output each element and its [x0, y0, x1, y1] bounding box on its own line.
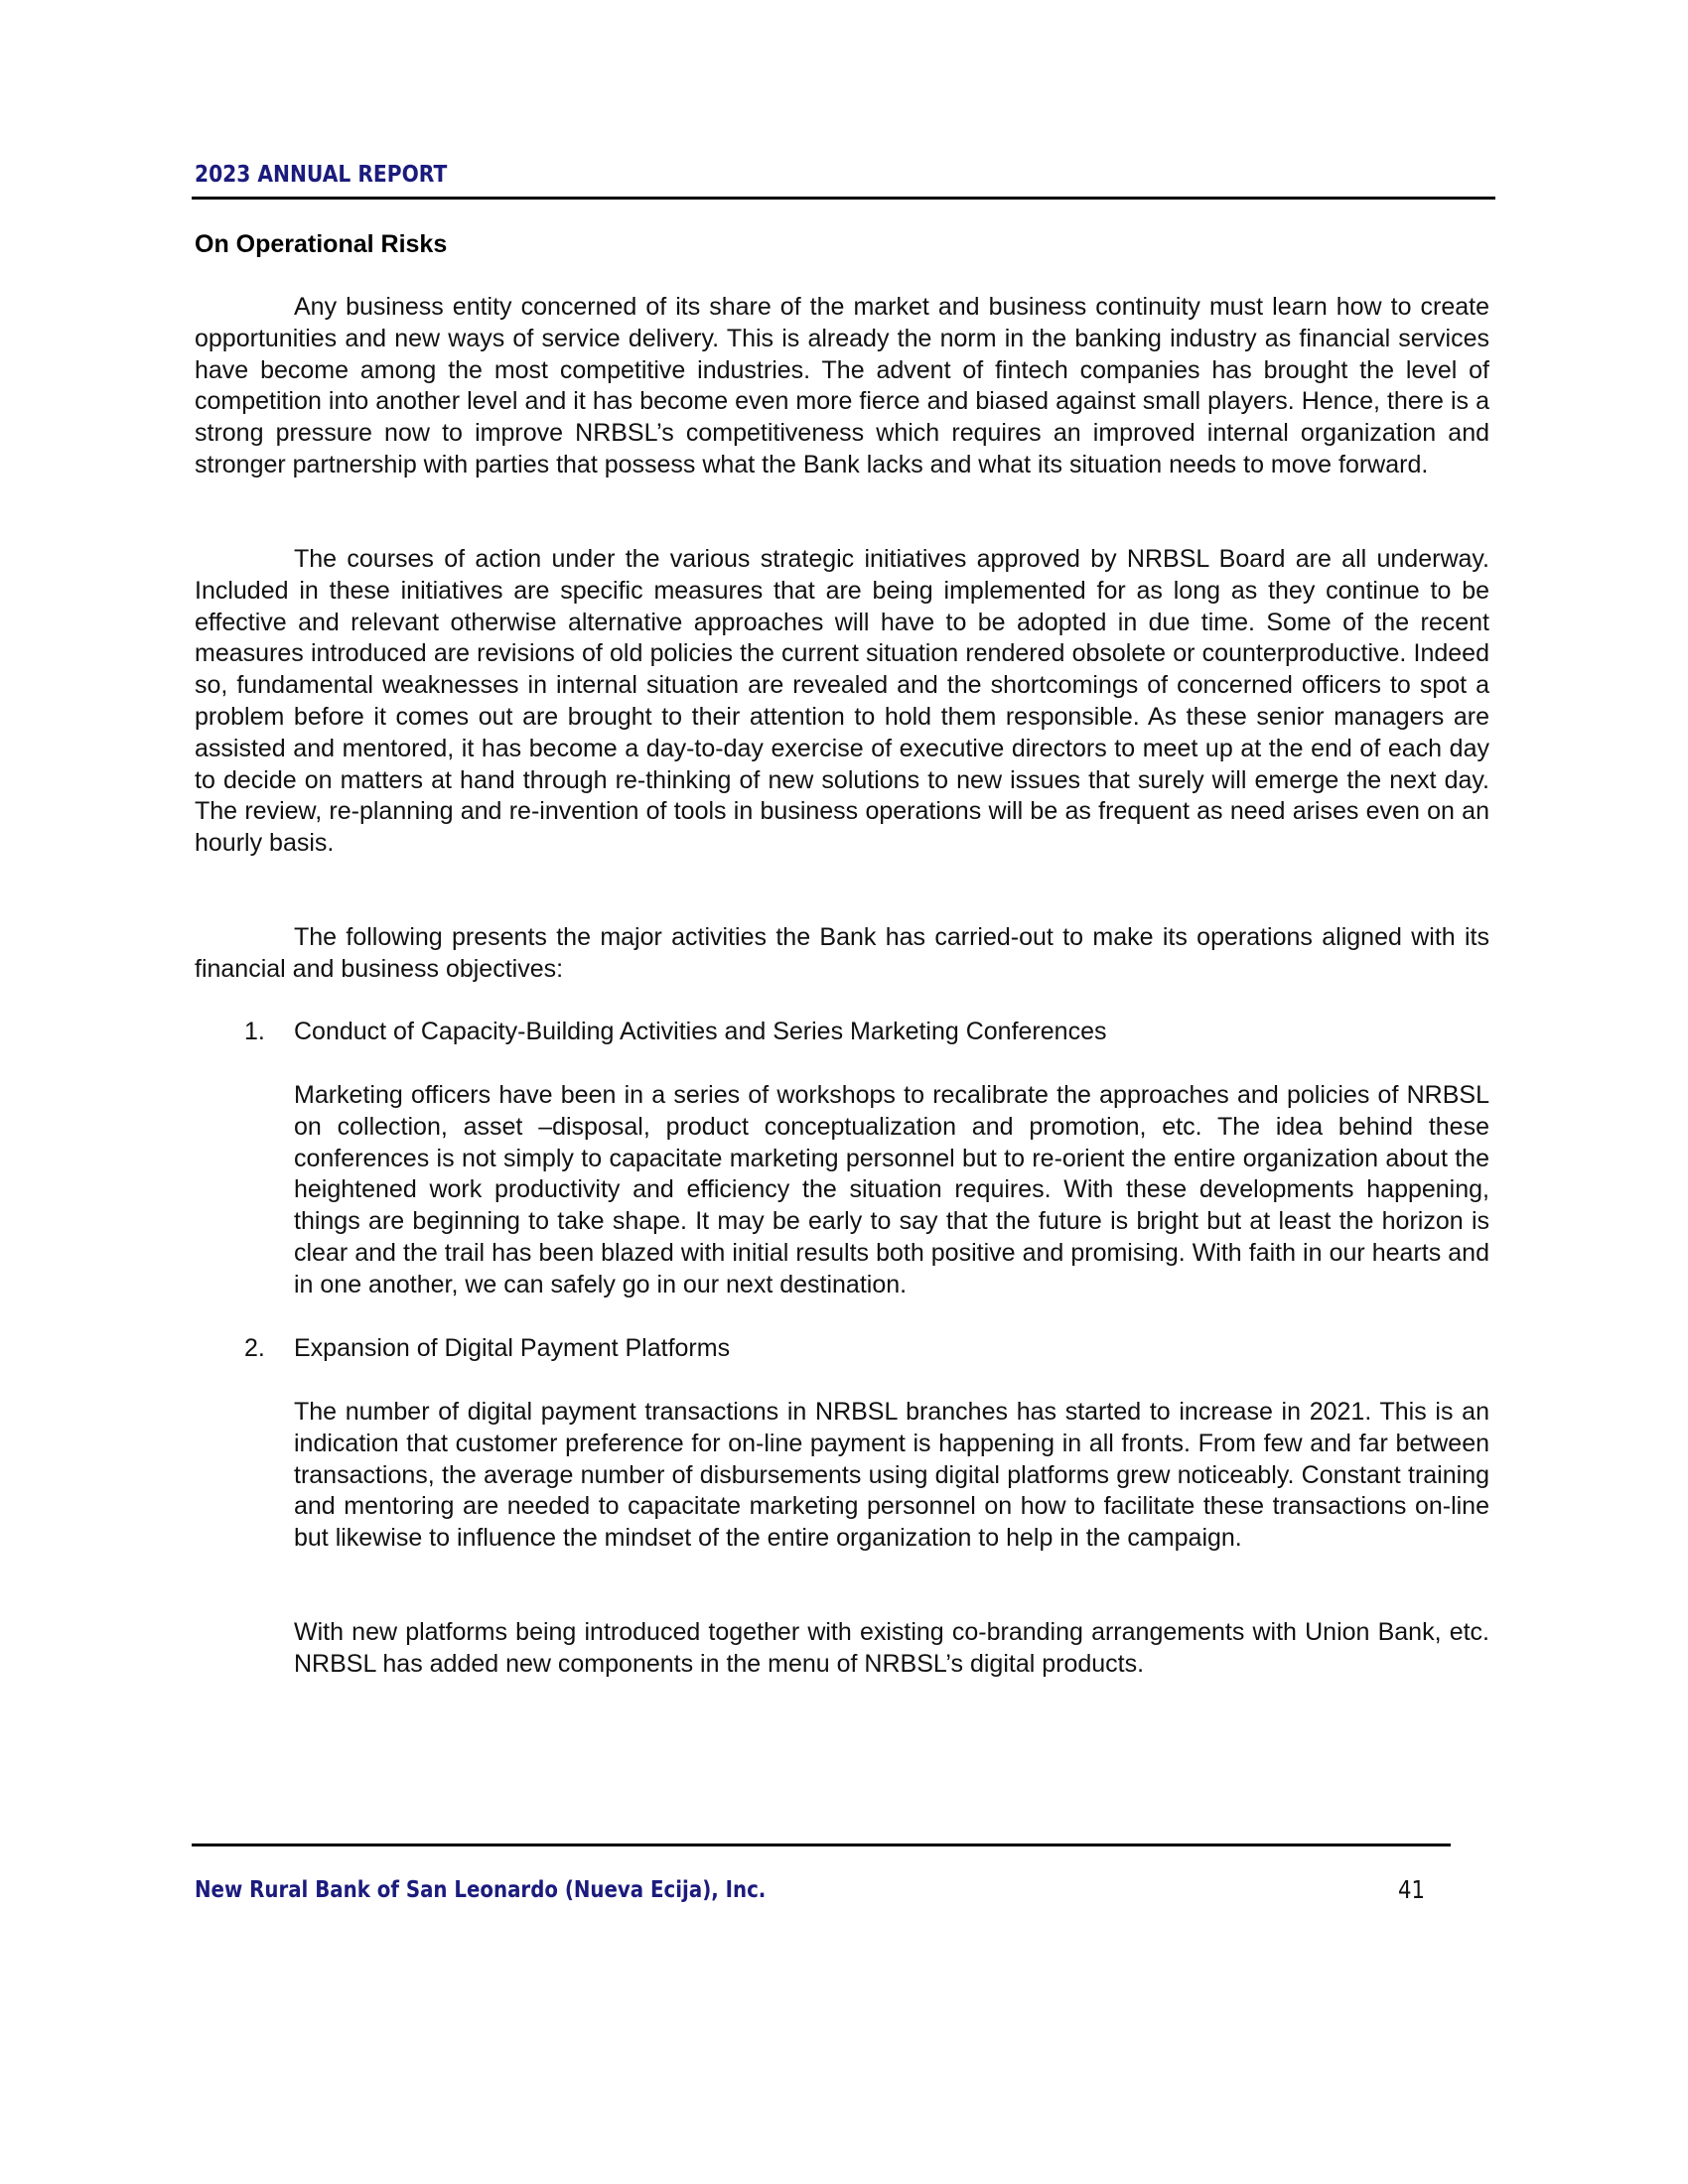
footer-organization-name: New Rural Bank of San Leonardo (Nueva Ecija), Inc.	[195, 1877, 767, 1903]
list-item-title: Expansion of Digital Payment Platforms	[294, 1334, 731, 1362]
paragraph-intro	[195, 292, 1489, 481]
page-number: 41	[1398, 1875, 1426, 1904]
footer-divider	[192, 1843, 1451, 1846]
paragraph-text: Marketing officers have been in a series of workshops to recalibrate the approaches and policies of NRBSL on collection, asset –disposal, product conceptualization and promotion, etc. The idea behind these conferences is not simply to capacitate marketing personnel but to re-orient the entire organization about the heightened work productivity and efficiency the situation requires. With these developments happening, things are beginning to take shape. It may be early to say that the future is bright but at least the horizon is clear and the trail has been blazed with initial results both positive and promising. With faith in our hearts and in one another, we can safely go in our next destination.	[294, 1081, 1489, 1298]
list-item-body	[294, 1080, 1489, 1301]
paragraph-text: With new platforms being introduced together with existing co-branding arrangements with Union Bank, etc. NRBSL has added new components in the menu of NRBSL’s digital products.	[294, 1618, 1489, 1678]
paragraph-text: Any business entity concerned of its share of the market and business continuity must learn how to create opportunities and new ways of service delivery. This is already the norm in the banking industry as financial services have become among the most competitive industries. The advent of fintech companies has brought the level of competition into another level and it has become even more fierce and biased against small players. Hence, there is a strong pressure now to improve NRBSL’s competitiveness which requires an improved internal organization and stronger partnership with parties that possess what the Bank lacks and what its situation needs to move forward.	[195, 293, 1489, 478]
paragraph-strategic-initiatives	[195, 544, 1489, 860]
list-item-body	[294, 1617, 1489, 1681]
list-item-body	[294, 1397, 1489, 1555]
section-heading: On Operational Risks	[195, 230, 448, 258]
list-item-title: Conduct of Capacity-Building Activities and Series Marketing Conferences	[294, 1018, 1107, 1045]
paragraph-text: The courses of action under the various strategic initiatives approved by NRBSL Board are all underway. Included in these initiatives are specific measures that are being implemented for as long as they continue to be effective and relevant otherwise alternative approaches will have to be adopted in due time. Some of the recent measures introduced are revisions of old policies the current situation rendered obsolete or counterproductive. Indeed so, fundamental weaknesses in internal situation are revealed and the shortcomings of concerned officers to spot a problem before it comes out are brought to their attention to hold them responsible. As these senior managers are assisted and mentored, it has become a day-to-day exercise of executive directors to meet up at the end of each day to decide on matters at hand through re-thinking of new solutions to new issues that surely will emerge the next day. The review, re-planning and re-invention of tools in business operations will be as frequent as need arises even on an hourly basis.	[195, 545, 1489, 858]
list-item-number: 2.	[244, 1334, 265, 1362]
paragraph-text: The following presents the major activities the Bank has carried-out to make its operations aligned with its financial and business objectives:	[195, 923, 1489, 983]
paragraph-text: The number of digital payment transactions in NRBSL branches has started to increase in 2021. This is an indication that customer preference for on-line payment is happening in all fronts. From few and far between transactions, the average number of disbursements using digital platforms grew noticeably. Constant training and mentoring are needed to capacitate marketing personnel on how to facilitate these transactions on-line but likewise to influence the mindset of the entire organization to help in the campaign.	[294, 1398, 1489, 1553]
list-item-number: 1.	[244, 1018, 265, 1045]
paragraph-major-activities	[195, 922, 1489, 986]
report-header-title: 2023 ANNUAL REPORT	[195, 162, 448, 188]
header-divider	[192, 197, 1495, 200]
